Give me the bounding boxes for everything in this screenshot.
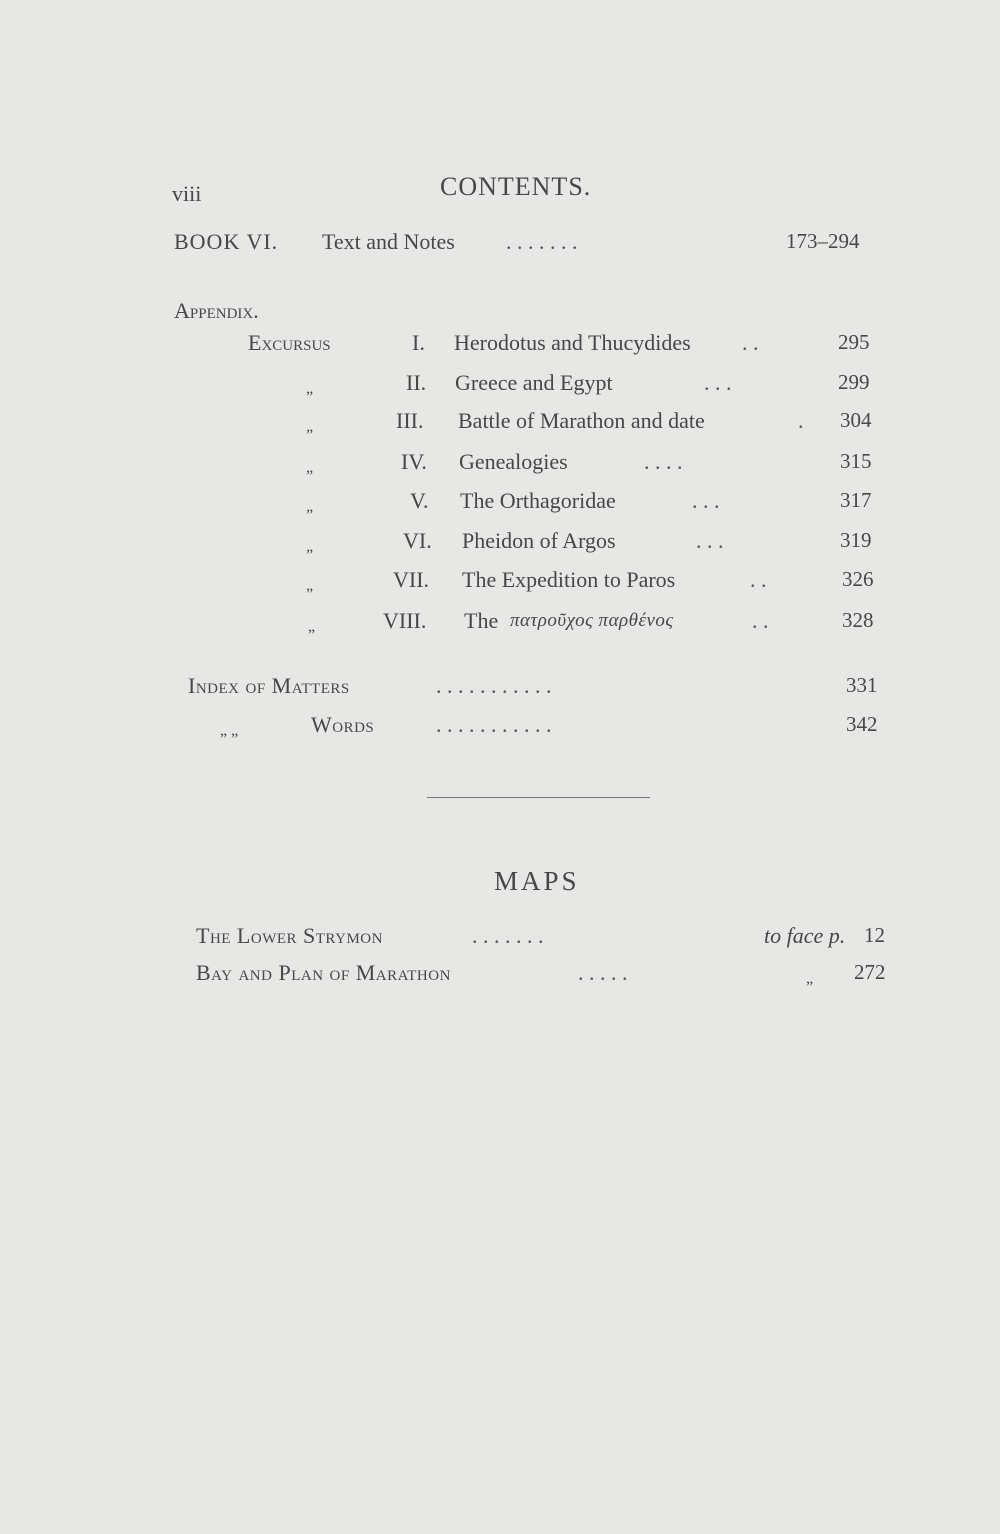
excursus-numeral: VII. [393, 567, 430, 592]
excursus-title: Pheidon of Argos [462, 528, 616, 553]
toc-row-excursus-2 [0, 370, 1000, 404]
book-pages: 173–294 [786, 229, 860, 253]
excursus-page: 317 [840, 488, 872, 512]
section-divider [427, 797, 650, 798]
ditto-mark: „ [306, 538, 314, 555]
page-number: viii [172, 181, 202, 206]
dot-leader: . . . . [644, 449, 683, 474]
excursus-title: Battle of Marathon and date [458, 408, 705, 433]
toc-row-index-matters [0, 673, 1000, 707]
ditto-mark: „ [308, 618, 316, 635]
index-words-label: Words [311, 712, 375, 737]
ditto-mark: „ [306, 380, 314, 397]
dot-leader: . . . . . . . [506, 229, 578, 254]
dot-leader: . . . . . [578, 960, 628, 985]
dot-leader: . . . . . . . . . . . [436, 712, 552, 737]
toc-row-excursus-8 [0, 608, 1000, 642]
dot-leader: . . . [696, 528, 724, 553]
ditto-mark: „ „ [220, 722, 239, 739]
maps-row-marathon [0, 960, 1000, 994]
excursus-numeral: VIII. [383, 608, 427, 633]
excursus-title-greek: πατροῦχος παρθένος [510, 610, 674, 631]
excursus-page: 326 [842, 567, 874, 591]
dot-leader: . . . [704, 370, 732, 395]
excursus-numeral: II. [406, 370, 427, 395]
index-words-page: 342 [846, 712, 878, 736]
ditto-mark: „ [306, 498, 314, 515]
excursus-page: 304 [840, 408, 872, 432]
maps-heading: MAPS [494, 866, 580, 896]
toc-row-excursus-1 [0, 330, 1000, 364]
dot-leader: . . [750, 567, 767, 592]
excursus-numeral: IV. [401, 449, 427, 474]
ditto-mark: „ [306, 418, 314, 435]
dot-leader: . [798, 408, 804, 433]
dot-leader: . . . . . . . . . . . [436, 673, 552, 698]
ditto-mark: „ [306, 459, 314, 476]
map-label: Bay and Plan of Marathon [196, 960, 451, 985]
book-title: Text and Notes [322, 229, 455, 254]
toc-row-excursus-3 [0, 408, 1000, 442]
toc-row-excursus-4 [0, 449, 1000, 483]
map-page: 12 [864, 923, 885, 947]
excursus-numeral: V. [410, 488, 429, 513]
index-matters-page: 331 [846, 673, 878, 697]
map-ref: to face p. [764, 923, 846, 948]
dot-leader: . . [742, 330, 759, 355]
excursus-title: Herodotus and Thucydides [454, 330, 691, 355]
excursus-title-prefix: The [464, 608, 499, 633]
book-label: BOOK VI. [174, 229, 279, 254]
index-matters-label: Index of Matters [188, 673, 350, 698]
ditto-mark: „ [806, 970, 814, 987]
excursus-page: 299 [838, 370, 870, 394]
excursus-numeral: I. [412, 330, 425, 355]
excursus-page: 295 [838, 330, 870, 354]
map-label: The Lower Strymon [196, 923, 383, 948]
toc-row-excursus-6 [0, 528, 1000, 562]
excursus-numeral: VI. [403, 528, 432, 553]
excursus-title: The Expedition to Paros [462, 567, 676, 592]
excursus-label: Excursus [248, 330, 331, 355]
map-page: 272 [854, 960, 886, 984]
excursus-page: 319 [840, 528, 872, 552]
excursus-title: The Orthagoridae [460, 488, 616, 513]
ditto-mark: „ [306, 577, 314, 594]
excursus-page: 315 [840, 449, 872, 473]
appendix-heading: Appendix. [174, 298, 259, 323]
maps-row-lower-strymon [0, 923, 1000, 957]
toc-row-index-words [0, 712, 1000, 746]
dot-leader: . . . [692, 488, 720, 513]
page-title: CONTENTS. [440, 172, 592, 201]
toc-row-book-vi [0, 229, 1000, 263]
dot-leader: . . [752, 608, 769, 633]
excursus-page: 328 [842, 608, 874, 632]
excursus-numeral: III. [396, 408, 424, 433]
excursus-title: Greece and Egypt [455, 370, 613, 395]
dot-leader: . . . . . . . [472, 923, 544, 948]
toc-row-excursus-5 [0, 488, 1000, 522]
excursus-title: Genealogies [459, 449, 568, 474]
toc-row-excursus-7 [0, 567, 1000, 601]
